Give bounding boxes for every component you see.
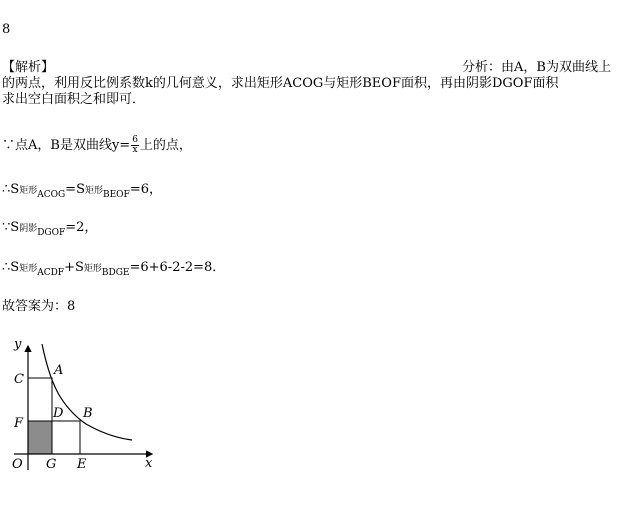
step-4-sub-b: BDGE [101, 268, 130, 278]
step-4-part-a: ∴S [2, 260, 20, 275]
step-2-sub-b: BEOF [103, 190, 130, 200]
step-4-sub-a: ACDF [37, 268, 65, 278]
step-2-word-b: 矩形 [84, 186, 103, 196]
step-4-part-b: +S [64, 260, 84, 275]
label-d: D [53, 406, 64, 421]
step-1-suffix: 上的点， [139, 138, 192, 153]
label-f: F [14, 416, 24, 431]
step-2-sub-a: ACOG [37, 190, 66, 200]
step-3-part-a: ∵S [2, 220, 20, 235]
step-4-word-a: 矩形 [19, 264, 38, 274]
step-2-part-c: =6， [129, 182, 162, 197]
analysis-line-3: 求出空白面积之和即可． [2, 92, 146, 107]
step-2-part-b: =S [65, 182, 85, 197]
step-3-part-b: =2， [65, 220, 98, 235]
hyperbola-curve [42, 344, 132, 440]
step-3-sub-a: DGOF [37, 228, 66, 238]
fraction-numerator: 6 [132, 135, 138, 145]
fraction-denominator: x [132, 145, 138, 155]
step-3-word-a: 阴影 [19, 224, 38, 234]
label-o: O [12, 457, 23, 472]
step-1-prefix: ∵点A，B是双曲线y= [2, 138, 131, 153]
step-4-part-c: =6+6-2-2=8． [129, 260, 226, 275]
shaded-rectangle-dgof [28, 421, 52, 454]
label-b: B [83, 406, 93, 421]
label-a: A [54, 363, 64, 378]
analysis-line-2: 的两点，利用反比例系数k的几何意义，求出矩形ACOG与矩形BEOF面积，再由阴影DGOF面积 [2, 76, 559, 91]
analysis-tag: 【解析】 [2, 60, 55, 75]
analysis-intro: 分析：由A，B为双曲线上 [462, 60, 611, 75]
conclusion: 故答案为：8 [2, 299, 76, 314]
label-g: G [46, 457, 57, 472]
label-x: x [145, 456, 153, 471]
step-2-part-a: ∴S [2, 182, 20, 197]
label-c: C [14, 372, 24, 387]
label-y: y [14, 337, 22, 352]
label-e: E [77, 457, 87, 472]
step-4-word-b: 矩形 [83, 264, 102, 274]
answer-number: 8 [2, 22, 11, 37]
step-2-word-a: 矩形 [19, 186, 38, 196]
